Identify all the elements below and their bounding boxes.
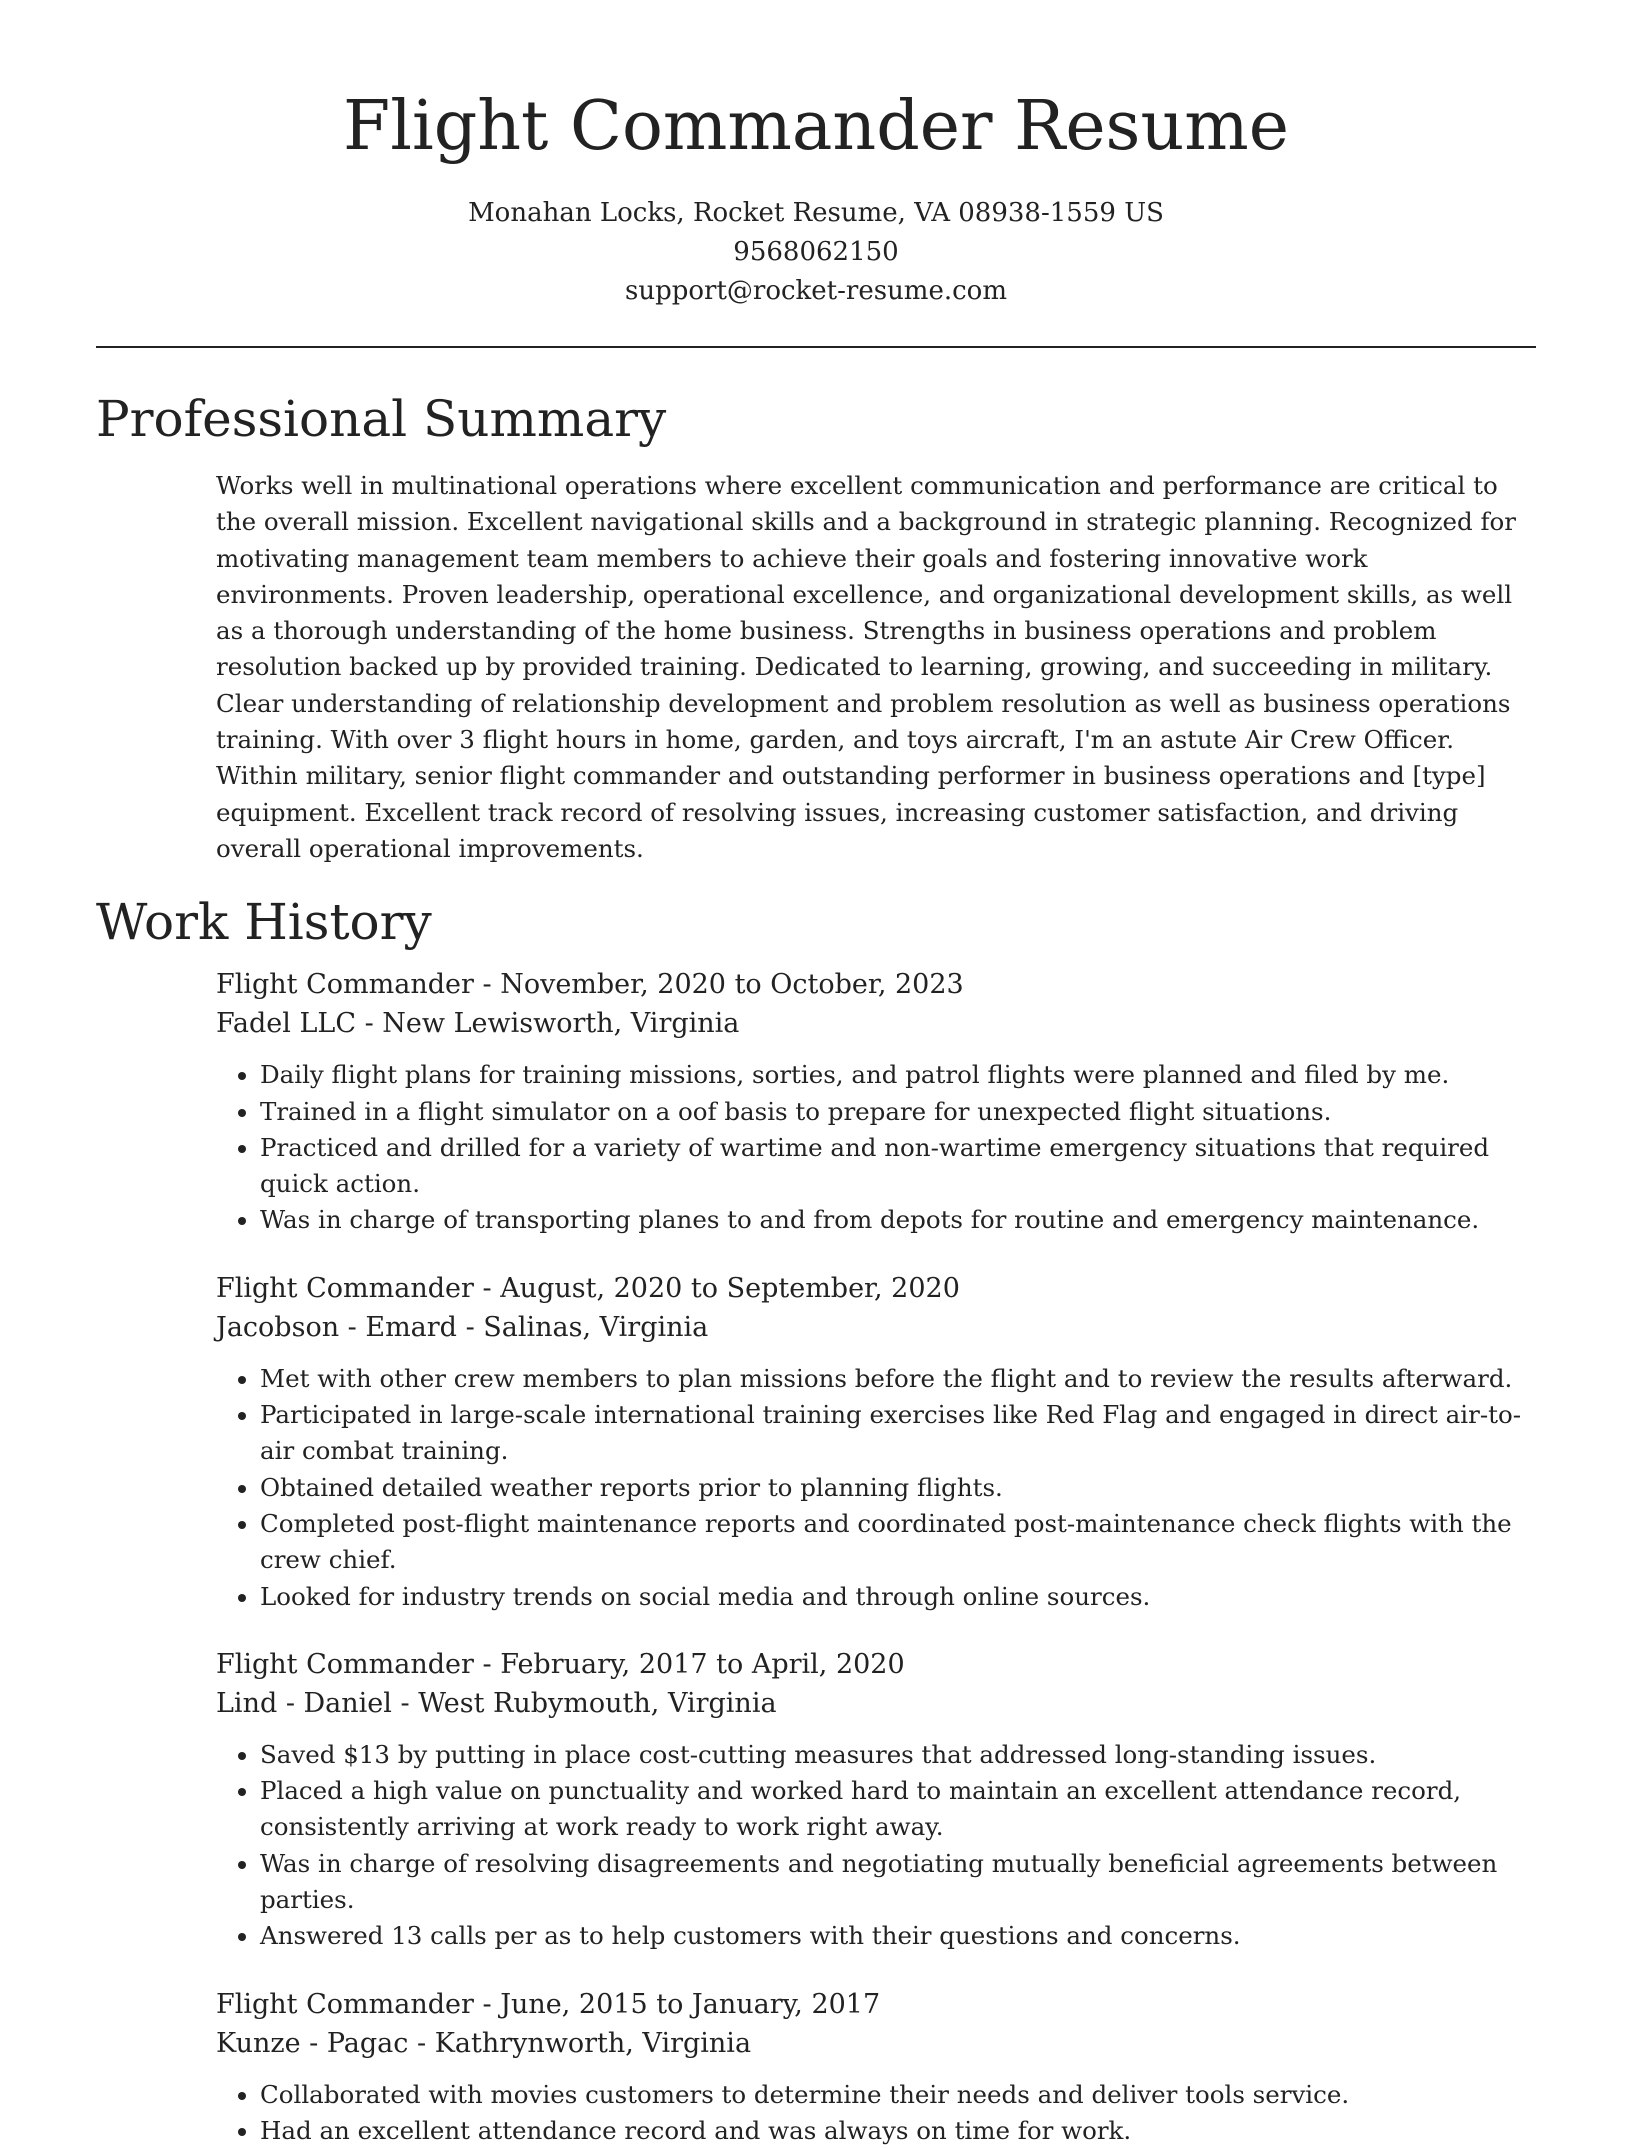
- job-bullet: • Met with other crew members to plan missions before the flight and to review the results afterward.: [260, 1361, 1536, 1397]
- summary-text: Works well in multinational operations where excellent communication and performance are critical to the overall mission. Excellent navigational skills and a background in strategic planning. Recognized for motivating management team members to achieve their goals and fostering innovative work environments. Proven leadership, operational excellence, and organizational development skills, as well as a thorough understanding of the home business. Strengths in business operations and problem resolution backed up by provided training. Dedicated to learning, growing, and succeeding in military. Clear understanding of relationship development and problem resolution as well as business operations training. With over 3 flight hours in home, garden, and toys aircraft, I'm an astute Air Crew Officer. Within military, senior flight commander and outstanding performer in business operations and [type] equipment. Excellent track record of resolving issues, increasing customer satisfaction, and driving overall operational improvements.: [216, 471, 1516, 863]
- job-dates: June, 2015 to January, 2017: [500, 1988, 881, 2020]
- job-bullets: [216, 2077, 1536, 2149]
- job-bullets: [216, 1057, 1536, 1238]
- job-bullet: • Collaborated with movies customers to determine their needs and deliver tools service.: [260, 2077, 1536, 2113]
- contact-block: [0, 194, 1632, 311]
- job-company-line: Fadel LLC - New Lewisworth, Virginia: [216, 1008, 740, 1040]
- job-company-line: Kunze - Pagac - Kathrynworth, Virginia: [216, 2027, 752, 2059]
- contact-email: support@rocket-resume.com: [624, 276, 1007, 306]
- job-location: Kathrynworth, Virginia: [434, 2027, 752, 2059]
- job-dates: February, 2017 to April, 2020: [500, 1648, 905, 1680]
- job-company: Jacobson - Emard: [216, 1311, 457, 1343]
- job-location: Salinas, Virginia: [483, 1311, 709, 1343]
- work-history-list: [0, 965, 1632, 2149]
- job-company: Lind - Daniel: [216, 1687, 392, 1719]
- job-bullet: • Looked for industry trends on social media and through online sources.: [260, 1579, 1536, 1615]
- summary-heading: Professional Summary: [96, 390, 667, 448]
- job-bullet: • Was in charge of resolving disagreements and negotiating mutually beneficial agreements between parties.: [260, 1846, 1536, 1919]
- job-title: Flight Commander: [216, 969, 474, 1001]
- job-title: Flight Commander: [216, 1272, 474, 1304]
- job-entry: [216, 1269, 1536, 1615]
- job-bullet: • Completed post-flight maintenance reports and coordinated post-maintenance check flights with the crew chief.: [260, 1506, 1536, 1579]
- job-entry: [216, 1645, 1536, 1955]
- header-divider: [96, 346, 1536, 348]
- job-bullet: • Daily flight plans for training missions, sorties, and patrol flights were planned and filed by me.: [260, 1057, 1536, 1093]
- job-company: Kunze - Pagac: [216, 2027, 409, 2059]
- job-company: Fadel LLC: [216, 1008, 356, 1040]
- job-company-line: Lind - Daniel - West Rubymouth, Virginia: [216, 1687, 777, 1719]
- job-title: Flight Commander: [216, 1648, 474, 1680]
- job-bullet: • Obtained detailed weather reports prior to planning flights.: [260, 1470, 1536, 1506]
- job-title-line: Flight Commander - August, 2020 to September, 2020: [216, 1272, 960, 1304]
- job-bullet: • Was in charge of transporting planes to and from depots for routine and emergency maintenance.: [260, 1202, 1536, 1238]
- job-bullets: [216, 1361, 1536, 1615]
- work-history-heading: Work History: [96, 893, 432, 952]
- contact-phone: 9568062150: [733, 237, 899, 267]
- resume-header: [0, 0, 1632, 311]
- job-location: West Rubymouth, Virginia: [418, 1687, 777, 1719]
- job-bullet: • Placed a high value on punctuality and worked hard to maintain an excellent attendance record, consistently arriving at work ready to work right away.: [260, 1773, 1536, 1846]
- job-bullet: • Trained in a flight simulator on a oof basis to prepare for unexpected flight situations.: [260, 1094, 1536, 1130]
- contact-address: Monahan Locks, Rocket Resume, VA 08938-1559 US: [468, 198, 1164, 228]
- job-entry: [216, 965, 1536, 1238]
- job-dates: August, 2020 to September, 2020: [500, 1272, 960, 1304]
- job-title-line: Flight Commander - February, 2017 to April, 2020: [216, 1648, 905, 1680]
- job-bullets: [216, 1737, 1536, 1955]
- job-bullet: • Practiced and drilled for a variety of wartime and non-wartime emergency situations that required quick action.: [260, 1130, 1536, 1203]
- resume-title: Flight Commander Resume: [343, 87, 1289, 166]
- job-bullet: • Answered 13 calls per as to help customers with their questions and concerns.: [260, 1918, 1536, 1954]
- job-bullet: • Saved $13 by putting in place cost-cutting measures that addressed long-standing issues.: [260, 1737, 1536, 1773]
- job-dates: November, 2020 to October, 2023: [500, 969, 964, 1001]
- job-entry: [216, 1985, 1536, 2149]
- job-title-line: Flight Commander - November, 2020 to October, 2023: [216, 969, 964, 1001]
- job-bullet: • Participated in large-scale international training exercises like Red Flag and engaged in direct air-to-air combat training.: [260, 1397, 1536, 1470]
- job-company-line: Jacobson - Emard - Salinas, Virginia: [216, 1311, 709, 1343]
- job-title-line: Flight Commander - June, 2015 to January, 2017: [216, 1988, 881, 2020]
- job-bullet: • Had an excellent attendance record and was always on time for work.: [260, 2113, 1536, 2149]
- job-title: Flight Commander: [216, 1988, 474, 2020]
- job-location: New Lewisworth, Virginia: [382, 1008, 740, 1040]
